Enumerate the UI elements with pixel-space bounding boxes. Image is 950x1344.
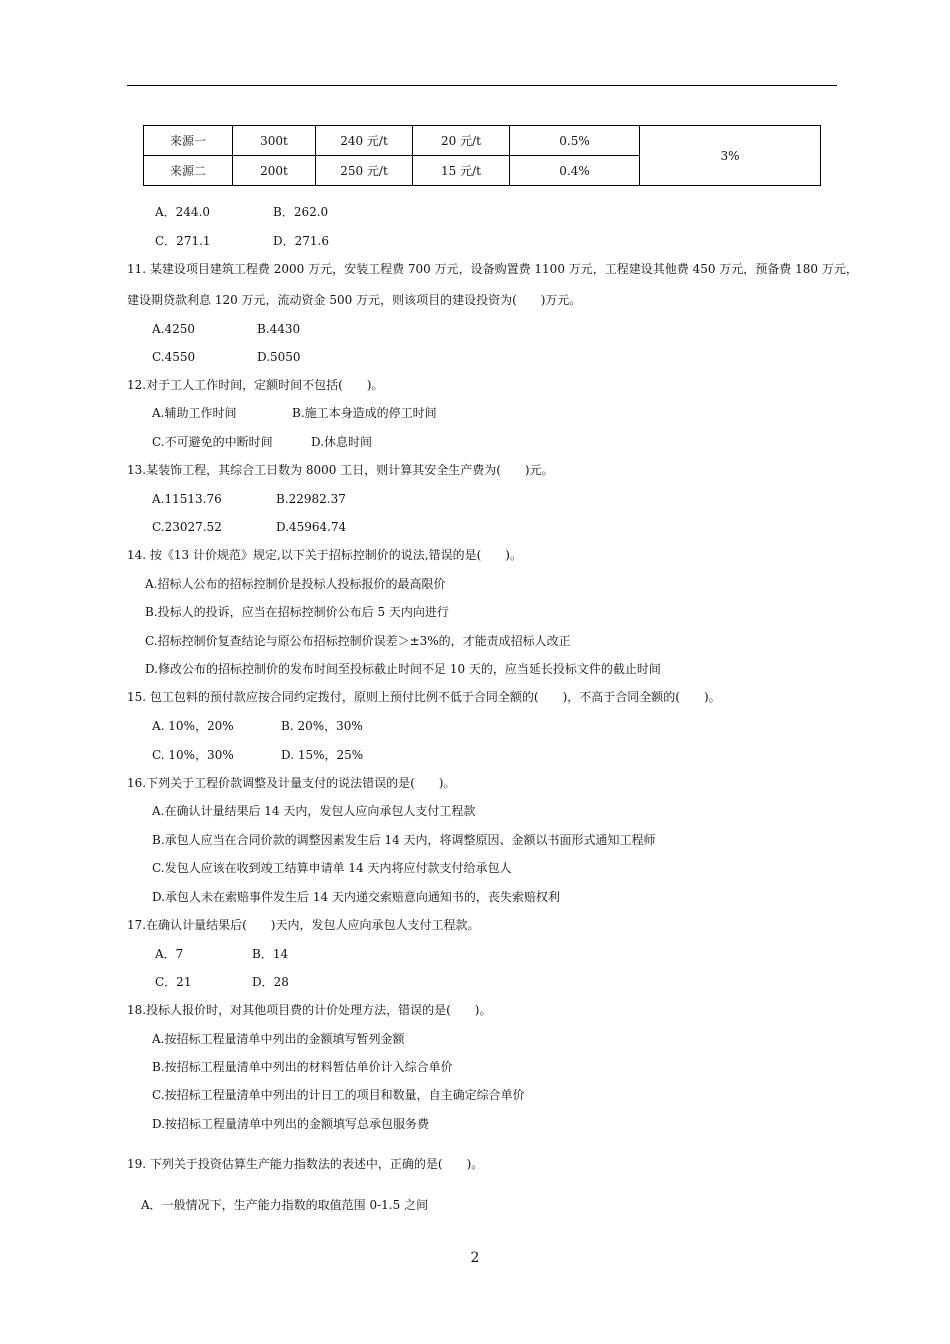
q15-option-b: B. 20%，30% xyxy=(281,719,363,733)
table-cell: 0.5% xyxy=(510,126,640,156)
q18-option-d: D.按招标工程量清单中列出的金额填写总承包服务费 xyxy=(152,1117,430,1131)
q16-text: 16.下列关于工程价款调整及计量支付的说法错误的是( )。 xyxy=(127,776,456,790)
q11-text-line1: 11. 某建设项目建筑工程费 2000 万元，安装工程费 700 万元，设备购置费 1100 万元，工程建设其他费 450 万元，预备费 180 万元， xyxy=(127,262,858,276)
q16-option-d: D.承包人未在索赔事件发生后 14 天内递交索赔意向通知书的，丧失索赔权利 xyxy=(152,890,560,904)
q10-option-b: B．262.0 xyxy=(273,205,329,219)
table-cell: 来源一 xyxy=(144,126,233,156)
q12-option-b: B.施工本身造成的停工时间 xyxy=(292,406,437,420)
q17-option-d: D．28 xyxy=(252,975,289,989)
q11-option-b: B.4430 xyxy=(257,322,301,336)
q11-option-c: C.4550 xyxy=(152,350,196,364)
q10-option-d: D．271.6 xyxy=(273,234,329,248)
table-cell: 15 元/t xyxy=(413,156,510,186)
q16-option-b: B.承包人应当在合同价款的调整因素发生后 14 天内，将调整原因、金额以书面形式通知工程师 xyxy=(152,833,656,847)
table-cell: 250 元/t xyxy=(316,156,413,186)
source-table xyxy=(143,125,821,186)
q15-option-a: A. 10%，20% xyxy=(152,719,234,733)
table-cell: 240 元/t xyxy=(316,126,413,156)
q11-option-a: A.4250 xyxy=(152,322,196,336)
q17-option-b: B．14 xyxy=(252,947,289,961)
q18-option-a: A.按招标工程量清单中列出的金额填写暂列金额 xyxy=(152,1032,405,1046)
q16-option-c: C.发包人应该在收到竣工结算申请单 14 天内将应付款支付给承包人 xyxy=(152,861,512,875)
q15-text: 15. 包工包料的预付款应按合同约定拨付，原则上预付比例不低于合同全额的( )，不高于合同全额的( )。 xyxy=(127,690,721,704)
q12-option-d: D.休息时间 xyxy=(311,435,373,449)
page-number: 2 xyxy=(470,1250,480,1266)
q13-option-d: D.45964.74 xyxy=(276,520,347,534)
q13-text: 13.某装饰工程，其综合工日数为 8000 工日，则计算其安全生产费为( )元。 xyxy=(127,463,554,477)
table-cell: 300t xyxy=(233,126,316,156)
q15-option-c: C. 10%，30% xyxy=(152,748,234,762)
table-cell: 200t xyxy=(233,156,316,186)
q14-text: 14. 按《13 计价规范》规定,以下关于招标控制价的说法,错误的是( )。 xyxy=(127,548,522,562)
q10-option-c: C．271.1 xyxy=(155,234,211,248)
q18-option-b: B.按招标工程量清单中列出的材料暂估单价计入综合单价 xyxy=(152,1060,453,1074)
table-cell-merged: 3% xyxy=(640,126,821,186)
q19-text: 19. 下列关于投资估算生产能力指数法的表述中，正确的是( )。 xyxy=(127,1157,484,1171)
q18-text: 18.投标人报价时，对其他项目费的计价处理方法，错误的是( )。 xyxy=(127,1003,492,1017)
q17-text: 17.在确认计量结果后( )天内，发包人应向承包人支付工程款。 xyxy=(127,918,480,932)
q14-option-b: B.投标人的投诉，应当在招标控制价公布后 5 天内向进行 xyxy=(145,605,449,619)
q14-option-a: A.招标人公布的招标控制价是投标人投标报价的最高限价 xyxy=(145,577,446,591)
table-cell: 0.4% xyxy=(510,156,640,186)
q13-option-c: C.23027.52 xyxy=(152,520,222,534)
q10-option-a: A．244.0 xyxy=(155,205,211,219)
q12-text: 12.对于工人工作时间，定额时间不包括( )。 xyxy=(127,378,384,392)
q11-option-d: D.5050 xyxy=(257,350,301,364)
q17-option-a: A．7 xyxy=(155,947,184,961)
table-row xyxy=(144,126,821,156)
q17-option-c: C．21 xyxy=(155,975,192,989)
q14-option-d: D.修改公布的招标控制价的发布时间至投标截止时间不足 10 天的，应当延长投标文件的截止时间 xyxy=(145,662,661,676)
q13-option-a: A.11513.76 xyxy=(152,492,222,506)
q13-option-b: B.22982.37 xyxy=(276,492,346,506)
q16-option-a: A.在确认计量结果后 14 天内，发包人应向承包人支付工程款 xyxy=(152,804,476,818)
q14-option-c: C.招标控制价复查结论与原公布招标控制价误差＞±3%的，才能责成招标人改正 xyxy=(145,634,571,648)
q11-text-line2: 建设期贷款利息 120 万元，流动资金 500 万元，则该项目的建设投资为( )万元。 xyxy=(127,293,582,307)
header-rule xyxy=(127,85,837,86)
q18-option-c: C.按招标工程量清单中列出的计日工的项目和数量，自主确定综合单价 xyxy=(152,1088,525,1102)
table-cell: 20 元/t xyxy=(413,126,510,156)
table-cell: 来源二 xyxy=(144,156,233,186)
q19-option-a: A．一般情况下，生产能力指数的取值范围 0-1.5 之间 xyxy=(141,1198,429,1212)
q12-option-c: C.不可避免的中断时间 xyxy=(152,435,273,449)
q15-option-d: D. 15%，25% xyxy=(281,748,364,762)
q12-option-a: A.辅助工作时间 xyxy=(152,406,237,420)
